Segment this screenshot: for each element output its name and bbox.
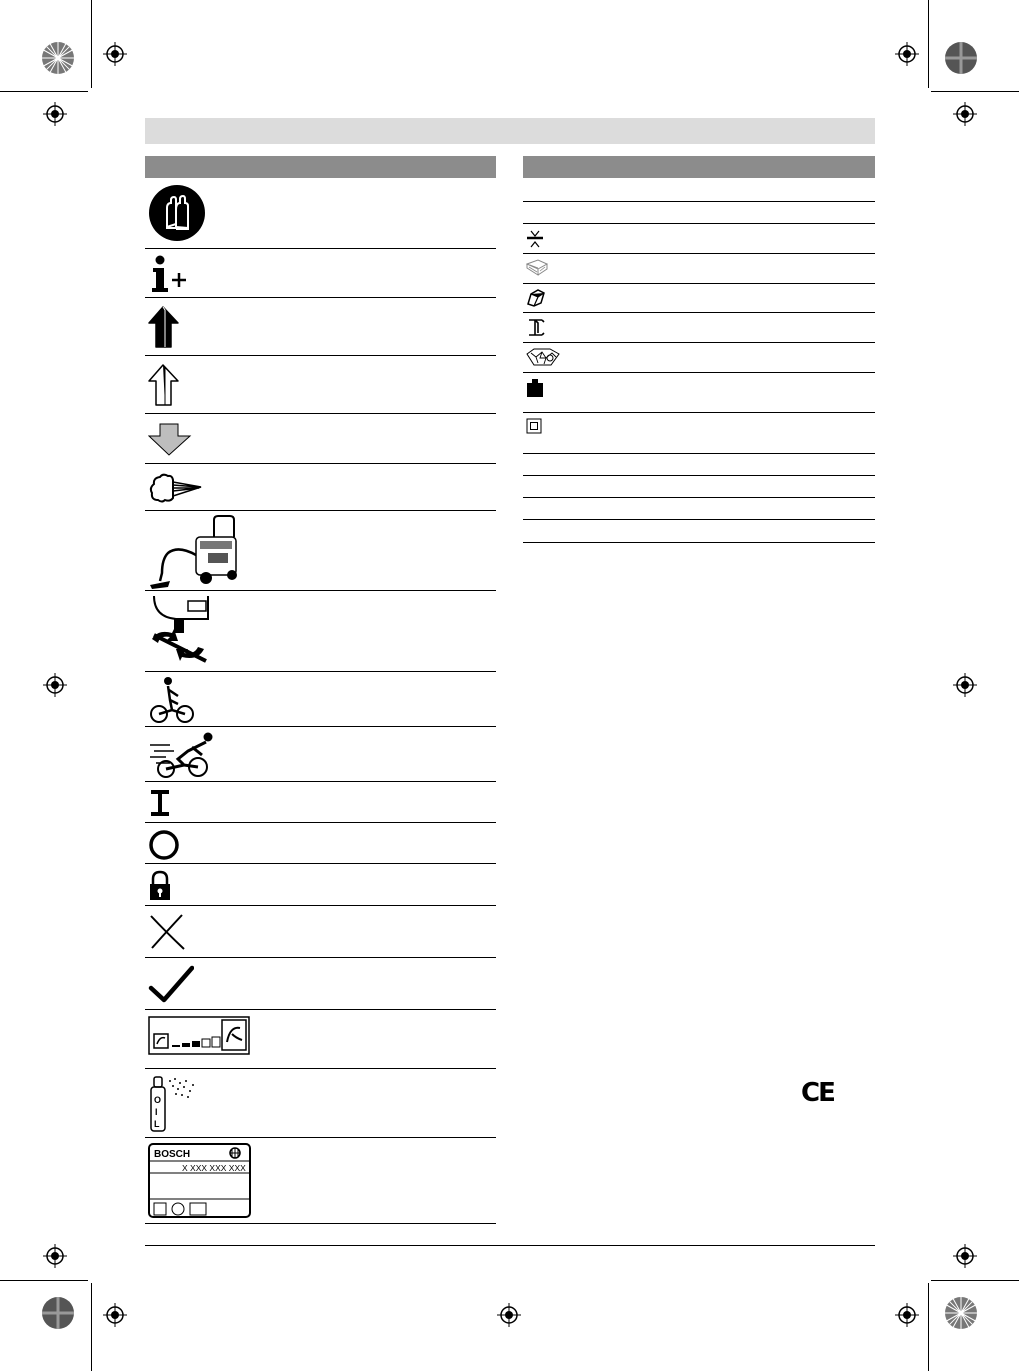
symbol-row: [145, 823, 496, 864]
level-indicator-icon: [148, 1016, 250, 1061]
type-plate-brand: BOSCH: [154, 1149, 191, 1160]
color-disc-icon: [944, 1296, 978, 1330]
stone-icon: [526, 348, 560, 371]
protection-class-icon: [526, 418, 542, 439]
registration-mark-icon: [103, 1303, 127, 1327]
symbol-row: [145, 782, 496, 823]
symbol-row: [145, 591, 496, 672]
crop-mark: [0, 1280, 88, 1281]
metal-sheet-icon: [526, 289, 546, 312]
registration-mark-icon: [103, 42, 127, 66]
dust-blow-icon: [148, 472, 204, 509]
crop-mark: [928, 1283, 929, 1371]
registration-mark-icon: [43, 1244, 67, 1268]
symbol-row: [145, 249, 496, 298]
color-disc-icon: [944, 41, 978, 75]
cutting-depth-icon: [526, 229, 544, 254]
page-header-band: [145, 118, 875, 144]
registration-mark-icon: [953, 1244, 977, 1268]
oil-spray-icon: [148, 1075, 196, 1138]
spec-row: [523, 520, 875, 543]
symbol-row: [145, 511, 496, 591]
symbol-row: [145, 672, 496, 727]
check-icon: [148, 964, 194, 1009]
crop-mark: [928, 0, 929, 88]
symbol-row: [145, 958, 496, 1010]
crop-mark: [91, 1283, 92, 1371]
spec-row: [523, 178, 875, 202]
footer-rule: [145, 1245, 875, 1246]
switch-off-icon: [148, 829, 180, 866]
spec-row: [523, 313, 875, 343]
rotating-attachment-icon: [148, 595, 210, 672]
registration-mark-icon: [43, 102, 67, 126]
symbol-row: [145, 1138, 496, 1224]
symbol-row: [145, 864, 496, 906]
symbol-row: [145, 906, 496, 958]
spec-row: [523, 224, 875, 254]
crop-mark: [931, 91, 1019, 92]
cross-icon: [148, 912, 188, 957]
gloves-icon: [148, 184, 206, 247]
switch-on-icon: [148, 790, 174, 821]
spec-row: [523, 202, 875, 224]
weight-icon: [526, 378, 544, 403]
type-plate-number: X XXX XXX XXX: [182, 1163, 246, 1173]
spec-row: [523, 476, 875, 498]
vacuum-cleaner-icon: [148, 515, 246, 594]
ce-mark: CE: [801, 1078, 834, 1108]
svg-text:L: L: [154, 1119, 160, 1129]
spec-row: [523, 413, 875, 454]
registration-mark-icon: [953, 673, 977, 697]
arrow-up-outline-icon: [148, 363, 184, 412]
right-column-header: [523, 156, 875, 178]
spec-row: [523, 498, 875, 520]
lock-icon: [148, 870, 172, 907]
symbol-row: [145, 1010, 496, 1069]
svg-text:O: O: [154, 1095, 162, 1105]
registration-mark-icon: [497, 1303, 521, 1327]
spec-row: [523, 343, 875, 373]
steel-profile-icon: [526, 318, 546, 343]
color-disc-icon: [41, 41, 75, 75]
symbol-row: [145, 414, 496, 464]
cyclist-fast-icon: [148, 731, 214, 784]
symbol-row: [145, 727, 496, 782]
color-disc-icon: [41, 1296, 75, 1330]
spec-row: [523, 454, 875, 476]
svg-text:I: I: [155, 1107, 158, 1117]
symbol-row: [145, 298, 496, 356]
wood-icon: [526, 259, 548, 282]
registration-mark-icon: [895, 42, 919, 66]
spec-row: [523, 373, 875, 413]
crop-mark: [931, 1280, 1019, 1281]
registration-mark-icon: [953, 102, 977, 126]
registration-mark-icon: [43, 673, 67, 697]
symbol-row: [145, 464, 496, 511]
symbol-row: [145, 356, 496, 414]
arrow-up-filled-icon: [148, 305, 184, 354]
spec-row: [523, 284, 875, 313]
cyclist-slow-icon: [148, 676, 196, 729]
symbol-row: [145, 178, 496, 249]
crop-mark: [0, 91, 88, 92]
left-column-header: [145, 156, 496, 178]
info-plus-icon: [148, 255, 190, 298]
arrow-down-icon: [148, 422, 192, 461]
spec-row: [523, 254, 875, 284]
registration-mark-icon: [895, 1303, 919, 1327]
symbol-row: [145, 1069, 496, 1138]
type-plate-icon: [148, 1143, 252, 1224]
crop-mark: [91, 0, 92, 88]
